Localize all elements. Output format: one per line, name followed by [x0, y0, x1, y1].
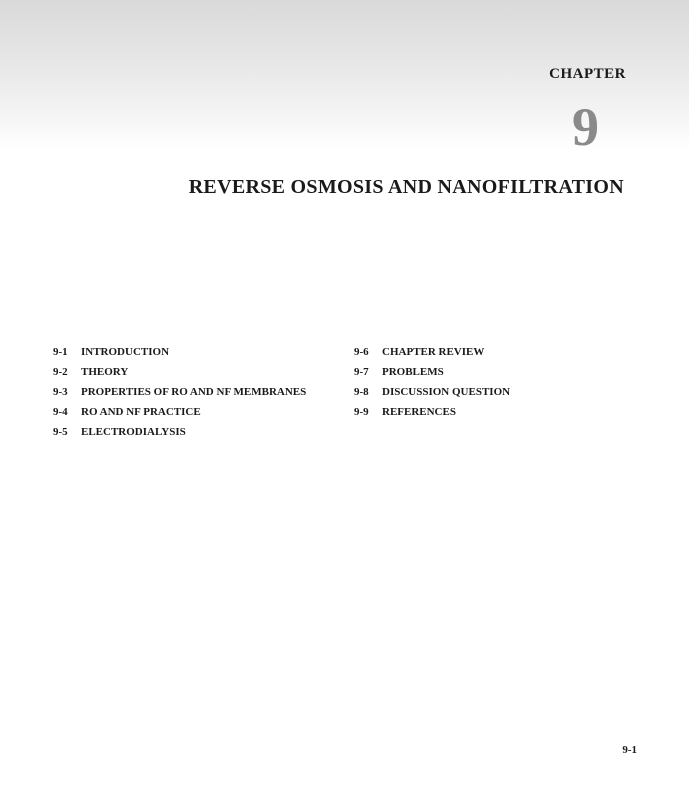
toc-entry-label: PROBLEMS	[382, 366, 444, 378]
chapter-label: CHAPTER	[549, 66, 626, 82]
chapter-title: REVERSE OSMOSIS AND NANOFILTRATION	[188, 176, 624, 198]
toc-right-column	[354, 345, 510, 425]
toc-entry-label: CHAPTER REVIEW	[382, 346, 485, 358]
toc-entry-label: RO AND NF PRACTICE	[81, 406, 201, 418]
toc-entry	[53, 365, 306, 385]
toc-entry-label: ELECTRODIALYSIS	[81, 426, 186, 438]
toc-entry-number: 9-6	[354, 346, 369, 358]
toc-entry	[354, 345, 510, 365]
toc-entry-number: 9-8	[354, 386, 369, 398]
toc-entry	[53, 425, 306, 445]
toc-entry	[354, 385, 510, 405]
toc-entry-number: 9-1	[53, 346, 68, 358]
toc-entry-number: 9-5	[53, 426, 68, 438]
toc-entry	[354, 365, 510, 385]
toc-entry	[53, 405, 306, 425]
page-number: 9-1	[622, 744, 637, 756]
toc-entry-label: THEORY	[81, 366, 129, 378]
toc-entry-number: 9-3	[53, 386, 68, 398]
chapter-number: 9	[572, 97, 599, 157]
toc-entry-label: DISCUSSION QUESTION	[382, 386, 511, 398]
toc-entry	[53, 345, 306, 365]
toc-entry	[53, 385, 306, 405]
toc-entry-label: PROPERTIES OF RO AND NF MEMBRANES	[81, 386, 307, 398]
toc-entry-number: 9-7	[354, 366, 369, 378]
toc-entry	[354, 405, 510, 425]
toc-entry-label: REFERENCES	[382, 406, 456, 418]
toc-entry-number: 9-4	[53, 406, 68, 418]
toc-entry-number: 9-9	[354, 406, 369, 418]
toc-entry-number: 9-2	[53, 366, 68, 378]
toc-entry-label: INTRODUCTION	[81, 346, 170, 358]
toc-left-column	[53, 345, 306, 445]
